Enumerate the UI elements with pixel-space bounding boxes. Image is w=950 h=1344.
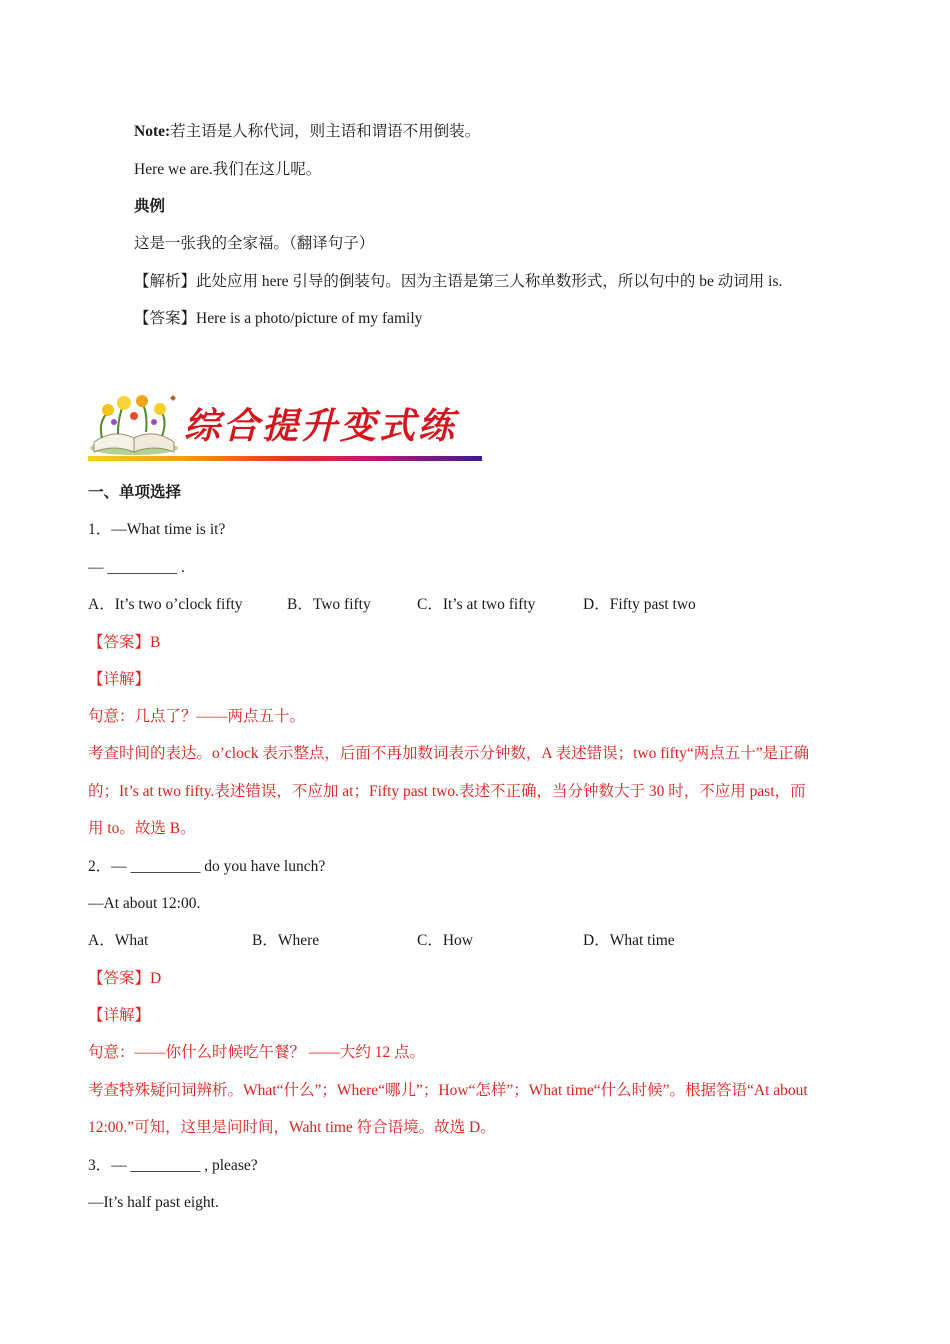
note-example-en: Here we are.我们在这儿呢。 [134, 161, 322, 178]
example-answer: 【答案】Here is a photo/picture of my family [134, 310, 423, 327]
q1-question: 1．—What time is it? [88, 521, 226, 538]
q1-blank: — _________ . [88, 559, 185, 576]
open-book-flowers-icon [88, 392, 184, 458]
q2-option-d: D．What time [583, 932, 675, 949]
note-label: Note: [134, 123, 171, 140]
q3-question: 3．— _________ , please? [88, 1157, 258, 1174]
q2-option-c: C．How [417, 932, 473, 949]
note-line [134, 122, 480, 142]
banner-title: 综合提升变式练 [184, 405, 458, 447]
q2-explanation-2: 12:00.”可知，这里是问时间，Waht time 符合语境。故选 D。 [88, 1119, 496, 1136]
q2-answer: 【答案】D [88, 970, 162, 987]
q1-explanation-2: 的；It’s at two fifty.表述错误，不应加 at；Fifty past two.表述不正确，当分钟数大于 30 时，不应用 past，而 [88, 783, 806, 800]
q1-detail-label: 【详解】 [88, 671, 151, 688]
note-text: 若主语是人称代词，则主语和谓语不用倒装。 [170, 123, 481, 140]
example-analysis: 【解析】此处应用 here 引导的倒装句。因为主语是第三人称单数形式，所以句中的 be 动词用 is. [134, 273, 783, 290]
example-question: 这是一张我的全家福。（翻译句子） [134, 235, 375, 252]
section-title: 一、单项选择 [88, 484, 182, 501]
q1-explanation-1: 考查时间的表达。o’clock 表示整点，后面不再加数词表示分钟数，A 表述错误；two fifty“两点五十”是正确 [88, 745, 810, 762]
q2-option-a: A．What [88, 932, 149, 949]
q1-explanation-3: 用 to。故选 B。 [88, 820, 196, 837]
section-banner [88, 392, 488, 468]
q2-reply: —At about 12:00. [88, 895, 201, 912]
q1-option-d: D．Fifty past two [583, 596, 696, 613]
q1-option-c: C．It’s at two fifty [417, 596, 536, 613]
q2-meaning: 句意：——你什么时候吃午餐？ ——大约 12 点。 [88, 1044, 426, 1061]
q2-question: 2．— _________ do you have lunch? [88, 858, 326, 875]
q1-answer: 【答案】B [88, 634, 161, 651]
q3-reply: —It’s half past eight. [88, 1194, 219, 1211]
q1-options [88, 595, 868, 615]
banner-gradient-bar [88, 456, 482, 461]
q1-option-a: A．It’s two o’clock fifty [88, 596, 243, 613]
q2-options [88, 931, 868, 951]
q2-detail-label: 【详解】 [88, 1007, 151, 1024]
q1-option-b: B．Two fifty [287, 596, 371, 613]
example-heading: 典例 [134, 198, 166, 215]
q1-meaning: 句意：几点了？——两点五十。 [88, 708, 306, 725]
q2-option-b: B．Where [252, 932, 320, 949]
q2-explanation-1: 考查特殊疑问词辨析。What“什么”；Where“哪儿”；How“怎样”；What time“什么时候”。根据答语“At about [88, 1082, 808, 1099]
